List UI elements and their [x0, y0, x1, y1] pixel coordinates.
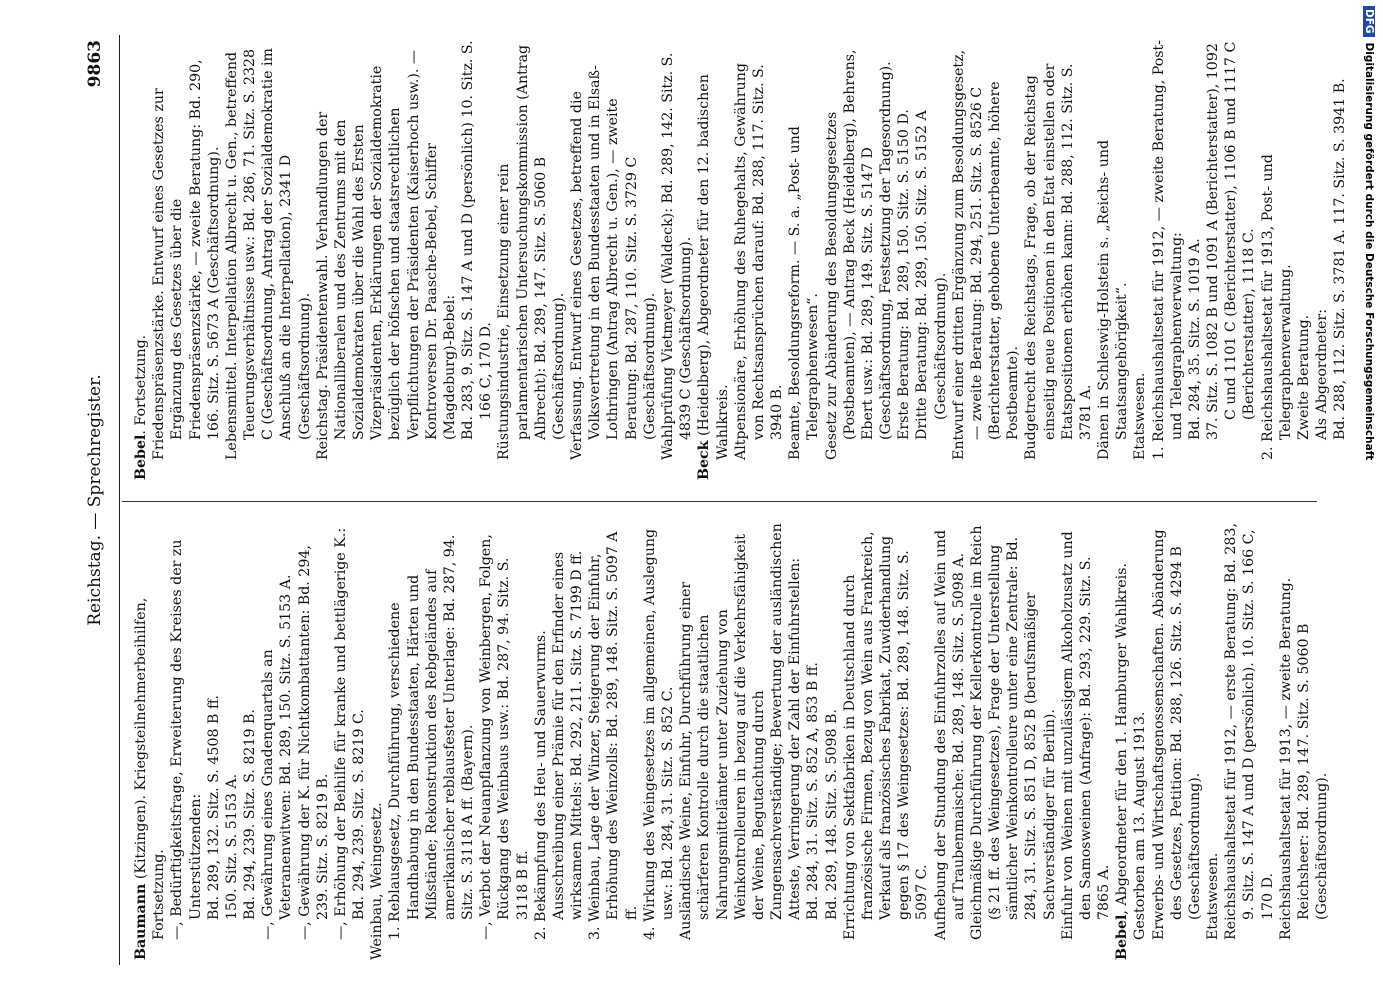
entry-text: Verfassung. Entwurf eines Gesetzes, betreffend die Volksvertretung in den Bundesstaaten und in Elsaß-Lothringen (Antrag Albrecht u. Gen.), — zweite Beratung: Bd. 287, 110. Sitz. S. 3729 C (Geschäftsordnung).	[568, 65, 658, 460]
register-entry	[586, 520, 641, 960]
register-entry	[386, 520, 477, 960]
digitization-text-wrap	[1359, 6, 1375, 991]
entry-text: Bd. 288, 112. Sitz. S. 3781 A. 117. Sitz. S. 3941 B.	[1331, 78, 1348, 440]
right-column	[132, 40, 1350, 480]
entry-text: , Abgeordneter für den 1. Hamburger Wahlkreis. Gestorben am 13. August 1913.	[1113, 562, 1148, 940]
entry-text: Einfuhr von Weinen mit unzulässigem Alkoholzusatz und den Samosweinen (Anfrage): Bd. 293, 229. Sitz. S. 7865 A.	[1059, 531, 1112, 940]
entry-text: Als Abgeordneter:	[1313, 309, 1330, 440]
register-entry	[895, 40, 913, 480]
entry-text: Dänen in Schleswig-Holstein s. „Reichs- und Staatsangehörigkeit“.	[1095, 139, 1130, 460]
entry-text: Beamte, Besoldungsreform. — S. a. „Post- und Telegraphenwesen“.	[786, 126, 821, 460]
register-entry	[495, 40, 568, 480]
entry-text: Entwurf einer dritten Ergänzung zum Besoldungsgesetz, — zweite Beratung: Bd. 294, 251. Sitz. S. 8526 C (Berichterstatter, gehobene Unterbeamte, höhere Postbeamte).	[950, 49, 1021, 460]
register-entry	[132, 40, 150, 480]
register-entry	[168, 520, 204, 960]
register-entry	[1149, 520, 1204, 960]
entry-text: Wahlprüfung Vietmeyer (Waldeck): Bd. 289, 142. Sitz. S. 4839 C (Geschäftsordnung).	[659, 52, 694, 460]
page-header	[77, 40, 117, 960]
entry-text: Gleichmäßige Durchführung der Kellerkontrolle im Reich (§ 21 ff. des Weingesetzes), Frage der Unterstellung sämtlicher Weinkontrolleure unter eine Zentrale: Bd. 284, 31. Sitz. S. 851 D, 852 B (berufsmäßiger Sachverständiger für Berlin).	[968, 525, 1058, 940]
register-entry	[1204, 520, 1222, 960]
rotated-page	[57, 0, 1348, 1000]
register-entry	[459, 40, 495, 480]
entry-text: Etatswesen.	[1131, 372, 1148, 460]
entry-text: Rüstungsindustrie, Einsetzung einer rein parlamentarischen Untersuchungskommission (Antrag Albrecht): Bd. 289, 147. Sitz. S. 5060 B (Geschäftsordnung).	[495, 44, 567, 460]
register-entry	[1095, 40, 1131, 480]
entry-text: Bd. 283, 9. Sitz. S. 147 A und D (persönlich) 10. Sitz. S. 166 C, 170 D.	[459, 40, 494, 440]
speaker-name: Baumann	[132, 883, 149, 960]
register-entry	[1204, 40, 1259, 480]
running-title: Reichstag. — Sprechregister.	[84, 374, 105, 626]
entry-text: Errichtung von Sektfabriken in Deutschland durch französische Firmen, Bezug von Wein aus Frankreich, Verkauf als französisches Fabrikat, Zuwiderhandlung gegen § 17 des Weingesetzes: Bd. 289, 148. Sitz. S. 5097 C.	[841, 531, 930, 940]
entry-text: Aufhebung der Stundung des Einfuhrzolles auf Wein und auf Traubenmaische: Bd. 289, 148. Sitz. S. 5098 A.	[932, 529, 967, 940]
register-entry	[695, 40, 731, 480]
entry-text: 150. Sitz. S. 5153 A.	[223, 773, 240, 920]
register-entry	[477, 520, 532, 960]
register-entry	[222, 520, 240, 960]
register-entry	[331, 520, 367, 960]
digitization-text: Digitalisierung gefördert durch die Deutsche Forschungsgemeinschaft	[1363, 42, 1375, 461]
entry-text: Gesetz zur Abänderung des Besoldungsgesetzes (Postbeamten), — Antrag Beck (Heidelberg), Behrens, Ebert usw.: Bd. 289, 149. Sitz. S. 5147 D (Geschäftsordnung, Festsetzung der Tagesordnung).	[823, 49, 894, 460]
register-entry	[1258, 40, 1294, 480]
register-entry	[531, 520, 586, 960]
entry-text: 1. Reichshaushaltsetat für 1912, — zweite Beratung, Post- und Telegraphenverwaltung:	[1150, 39, 1185, 460]
entry-text: 4. Wirkung des Weingesetzes im allgemeinen, Auslegung usw.: Bd. 284, 31. Sitz. S. 852 C.	[641, 528, 676, 940]
entry-text: Bd. 284, 35. Sitz. S. 1019 A.	[1186, 238, 1203, 440]
speaker-name: Bebel	[132, 434, 149, 480]
entry-text: 2. Bekämpfung des Heu- und Sauerwurms. Ausschreibung einer Prämie für den Erfinder eines wirksamen Mittels: Bd. 292, 211. Sitz. S. 7199 D ff.	[532, 550, 585, 940]
entry-text: Bd. 289, 132. Sitz. S. 4508 B ff.	[205, 694, 222, 920]
entry-text: Reichstag. Präsidentenwahl. Verhandlungen der Nationalliberalen und des Zentrums mit den Sozialdemokraten über die Wahl des Ersten Vizepräsidenten, Erklärungen der Sozialdemokratie bezüglich der höfischen und staatsrechtlichen Verpflichtungen der Präsidenten (Kaiserhoch usw.). — Kontroversen Dr. Paasche-Bebel, Schiffer (Magdeburg)-Bebel:	[314, 49, 458, 460]
register-entry	[1185, 40, 1203, 480]
speaker-name: Beck	[695, 440, 712, 480]
entry-text: Altpensionäre, Erhöhung des Ruhegehalts, Gewährung von Rechtsansprüchen darauf: Bd. 288, 117. Sitz. S. 3940 B.	[732, 63, 785, 460]
column-divider	[122, 501, 1317, 502]
entry-text: —, Gewährung der K. für Nichtkombattanten: Bd. 294, 239. Sitz. S. 8219 B.	[296, 545, 331, 940]
entry-text: —, Bedürftigkeitsfrage, Erweiterung des Kreises der zu Unterstützenden:	[168, 539, 204, 940]
entry-text: —, Verbot der Neuanpflanzung von Weinbergen, Folgen, Rückgang des Weinbaus usw.: Bd. 287, 94. Sitz. S. 3118 B ff.	[477, 534, 531, 940]
left-column	[132, 520, 1331, 960]
register-entry	[1295, 40, 1313, 480]
dfg-logo: DFG	[1363, 6, 1375, 37]
register-entry	[568, 40, 659, 480]
register-entry	[1149, 40, 1185, 480]
register-entry	[640, 520, 676, 960]
register-entry	[949, 40, 1022, 480]
register-entry	[1313, 40, 1331, 480]
entry-text: . Fortsetzung.	[132, 334, 149, 435]
register-entry	[822, 520, 840, 960]
register-entry	[931, 520, 967, 960]
entry-text: Bd. 284, 31. Sitz. S. 852 A, 853 B ff.	[804, 662, 821, 920]
register-entry	[1222, 520, 1277, 960]
register-entry	[822, 40, 895, 480]
entry-text: Reichshaushaltsetat für 1912, — erste Beratung: Bd. 283, 9. Sitz. S. 147 A und D (persönlich). 10. Sitz. S. 166 C, 170 D.	[1222, 523, 1276, 940]
entry-text: 2. Reichshaushaltsetat für 1913, Post- und Telegraphenverwaltung.	[1259, 154, 1294, 460]
register-entry	[967, 520, 1058, 960]
entry-text: 1. Reblausgesetz, Durchführung, verschiedene Handhabung in den Bundesstaaten, Härten und Mißstände; Rekonstruktion des Rebgeländes auf amerikanischer reblausfester Unterlage: Bd. 287, 94. Sitz. S. 3118 A ff. (Bayern).	[386, 534, 476, 940]
register-entry	[1058, 520, 1113, 960]
entry-text: Reichshaushaltsetat für 1913, — zweite Beratung. Reichsheer: Bd. 289, 147. Sitz. S. 5060 B (Geschäftsordnung).	[1277, 577, 1330, 940]
entry-text: Friedenspräsenzstärke. Entwurf eines Gesetzes zur Ergänzung des Gesetzes über die Friedenspräsenzstärke, — zweite Beratung: Bd. 290, 166. Sitz. S. 5673 A (Geschäftsordnung).	[150, 59, 222, 460]
entry-text: Lebensmittel. Interpellation Albrecht u. Gen., betreffend Teuerungsverhältnisse usw.: Bd. 286, 71. Sitz. S. 2328 C (Geschäftsordnung, Antrag der Sozialdemokratie im Anschluß an die Interpellation), 2341 D (Geschäftsordnung).	[223, 47, 313, 460]
header-rule	[119, 35, 120, 965]
register-entry	[731, 40, 786, 480]
entry-text: Weinbau, Weingesetz.	[368, 802, 385, 960]
entry-text: Etatswesen.	[1204, 852, 1221, 940]
entry-text: 3. Weinbau, Lage der Winzer, Steigerung der Einfuhr, Erhöhung des Weinzolls: Bd. 289, 148. Sitz. S. 5097 A ff.	[586, 531, 640, 940]
register-entry	[295, 520, 331, 960]
register-entry	[132, 520, 168, 960]
register-entry	[1022, 40, 1095, 480]
register-entry	[222, 40, 313, 480]
entry-text: —, Erhöhung der Beihilfe für kranke und bettlägerige K.: Bd. 294, 239. Sitz. S. 8219 C.	[332, 527, 367, 940]
entry-text: Ausländische Weine, Einfuhr, Durchführung einer schärferen Kontrolle durch die staatlichen Nahrungsmittelämter unter Zuziehung von Weinkontrolleuren in bezug auf die Verkehrsfähigkeit der Weine, Begutachtung durch Zungensachverständige; Bewertung der ausländischen Atteste, Verringerung der Zahl der Einfuhrstellen:	[677, 523, 803, 940]
entry-text: Budgetrecht des Reichstags, Frage, ob der Reichstag einseitig neue Positionen in den Etat einstellen oder Etatspositionen erhöhen kann: Bd. 288, 112. Sitz. S. 3781 A.	[1022, 63, 1094, 460]
register-entry	[204, 520, 222, 960]
register-entry	[368, 520, 386, 960]
register-entry	[313, 40, 458, 480]
entry-text: Bd. 294, 239. Sitz. S. 8219 B.	[241, 709, 258, 920]
register-entry	[1131, 40, 1149, 480]
entry-text: Bd. 289, 148. Sitz. S. 5098 B.	[823, 709, 840, 920]
entry-text: (Heidelberg), Abgeordneter für den 12. badischen Wahlkreis.	[695, 74, 730, 460]
entry-text: Erste Beratung: Bd. 289, 150. Sitz. S. 5150 D.	[895, 109, 912, 440]
register-entry	[241, 520, 259, 960]
register-entry	[804, 520, 822, 960]
register-entry	[150, 40, 223, 480]
register-entry	[259, 520, 295, 960]
register-entry	[913, 40, 949, 480]
entry-text: —, Gewährung eines Gnadenquartals an Veteranenwitwen: Bd. 289, 150. Sitz. S. 5153 A.	[259, 574, 294, 940]
register-entry	[1331, 40, 1349, 480]
speaker-name: Bebel	[1113, 914, 1130, 960]
entry-text: Dritte Beratung: Bd. 289, 150. Sitz. S. 5152 A (Geschäftsordnung).	[913, 110, 949, 440]
entry-text: Zweite Beratung.	[1295, 314, 1312, 440]
register-entry	[1276, 520, 1331, 960]
page-number: 9863	[84, 40, 105, 88]
entry-text: (Kitzingen). Kriegsteilnehmerbeihilfen, Fortsetzung.	[132, 597, 167, 940]
register-entry	[658, 40, 694, 480]
digitization-note	[1359, 6, 1375, 991]
register-entry	[1113, 520, 1149, 960]
entry-text: 37. Sitz. S. 1082 B und 1091 A (Berichterstatter), 1092 C und 1101 C (Berichterstatter), 1106 B und 1117 C (Berichterstatter), 1118 C.	[1204, 41, 1257, 440]
register-entry	[786, 40, 822, 480]
register-entry	[840, 520, 931, 960]
entry-text: Erwerbs- und Wirtschaftsgenossenschaften. Abänderung des Gesetzes, Petition: Bd. 288, 126. Sitz. S. 4294 B (Geschäftsordnung).	[1150, 529, 1203, 940]
register-entry	[677, 520, 804, 960]
